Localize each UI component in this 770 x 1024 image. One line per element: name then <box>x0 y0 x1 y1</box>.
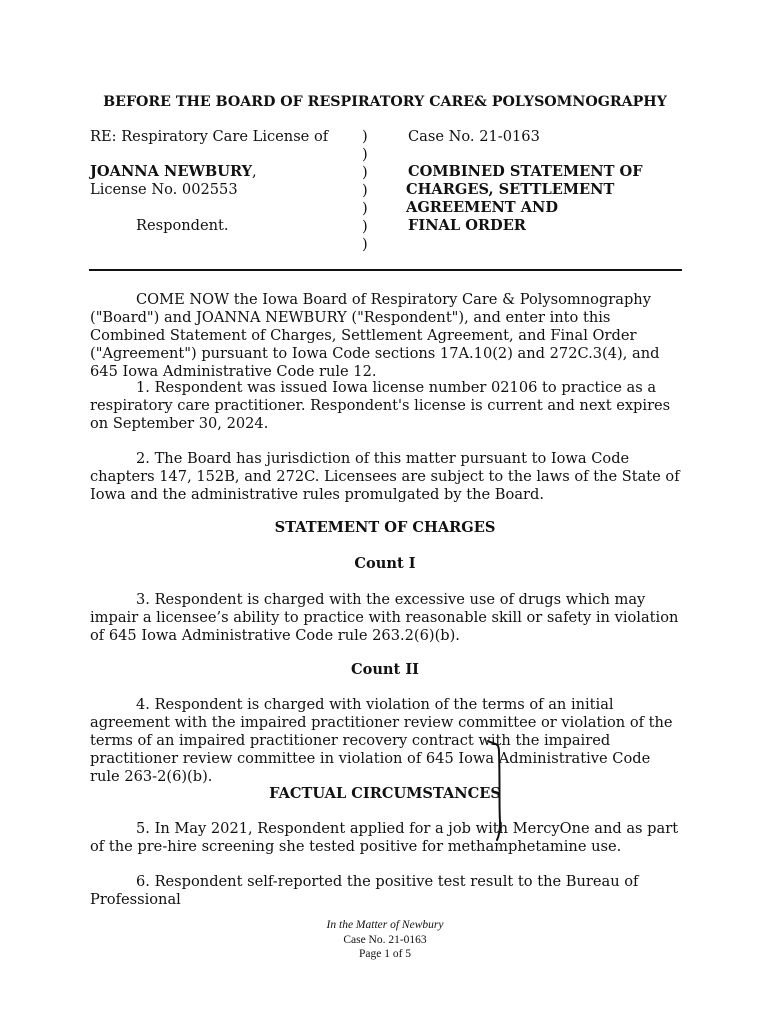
footer-page-number: Page 1 of 5 <box>358 948 412 960</box>
intro-paragraph: COME NOW the Iowa Board of Respiratory Care & Polysomnography ("Board") and JOANNA NEWBURY ("Respondent"), and enter into this Combined Statement of Charges, Settlement Agreement, and Final Order ("Agreement") pursuant to Iowa Code sections 17A.10(2) and 272C.3(4), and 645 Iowa Administrative Code rule 12. <box>90 291 660 380</box>
footer-matter: In the Matter of Newbury <box>326 919 444 931</box>
statement-of-charges-heading: STATEMENT OF CHARGES <box>274 519 496 536</box>
caption-paren: ) <box>362 164 368 181</box>
footer-case-number: Case No. 21-0163 <box>343 934 427 946</box>
caption-paren: ) <box>362 128 368 145</box>
caption-paren: ) <box>362 200 368 217</box>
count-1-heading: Count I <box>354 555 416 572</box>
respondent-label: Respondent. <box>136 217 229 234</box>
pen-stroke <box>488 741 500 840</box>
paragraph-6: 6. Respondent self-reported the positive test result to the Bureau of Professional <box>90 873 639 908</box>
caption-paren: ) <box>362 236 368 253</box>
respondent-name: JOANNA NEWBURY <box>90 163 253 180</box>
doc-title-line: CHARGES, SETTLEMENT <box>406 181 615 198</box>
respondent-name-suffix: , <box>252 163 257 180</box>
paragraph-4: 4. Respondent is charged with violation of the terms of an initial agreement with the impaired practitioner review committee or violation of the terms of an impaired practitioner recovery contract with the impaired practitioner review committee in violation of 645 Iowa Administrative Code rule 263-2(6)(b). <box>90 696 673 785</box>
paragraph-1: 1. Respondent was issued Iowa license number 02106 to practice as a respiratory care practitioner. Respondent's license is current and next expires on September 30, 2024. <box>90 379 671 432</box>
board-title: BEFORE THE BOARD OF RESPIRATORY CARE& POLYSOMNOGRAPHY <box>103 94 667 110</box>
paragraph-2: 2. The Board has jurisdiction of this matter pursuant to Iowa Code chapters 147, 152B, and 272C. Licensees are subject to the laws of the State of Iowa and the administrative rules promulgated by the Board. <box>90 450 680 503</box>
paragraph-3: 3. Respondent is charged with the excessive use of drugs which may impair a licensee’s ability to practice with reasonable skill or safety in violation of 645 Iowa Administrative Code rule 263.2(6)(b). <box>90 591 679 644</box>
caption-paren: ) <box>362 146 368 163</box>
factual-circumstances-heading: FACTUAL CIRCUMSTANCES <box>269 785 501 802</box>
license-number: License No. 002553 <box>90 181 238 198</box>
paragraph-5: 5. In May 2021, Respondent applied for a job with MercyOne and as part of the pre-hire screening she tested positive for methamphetamine use. <box>90 820 679 855</box>
case-number: Case No. 21-0163 <box>408 128 540 145</box>
doc-title-line: AGREEMENT AND <box>406 199 559 216</box>
caption-paren: ) <box>362 182 368 199</box>
count-2-heading: Count II <box>350 661 420 678</box>
re-line: RE: Respiratory Care License of <box>90 128 329 145</box>
caption-paren: ) <box>362 218 368 235</box>
doc-title-line: COMBINED STATEMENT OF <box>408 163 643 180</box>
doc-title-line: FINAL ORDER <box>408 217 526 234</box>
